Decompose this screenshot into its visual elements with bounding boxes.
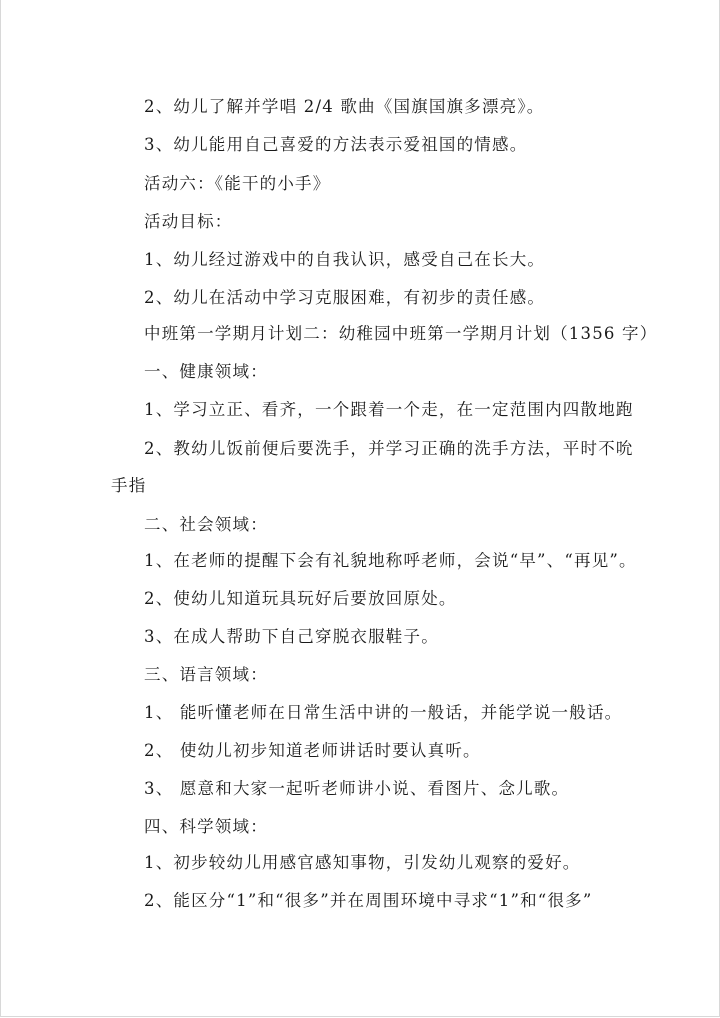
text-line: 中班第一学期月计划二：幼稚园中班第一学期月计划（1356 字） <box>144 324 658 343</box>
text-line-continuation: 手指 <box>111 476 147 495</box>
text-line: 1、幼儿经过游戏中的自我认识，感受自己在长大。 <box>144 250 546 269</box>
text-line: 2、幼儿了解并学唱 2/4 歌曲《国旗国旗多漂亮》。 <box>144 97 545 116</box>
text-line: 1、初步较幼儿用感官感知事物，引发幼儿观察的爱好。 <box>144 853 581 872</box>
section-heading: 三、语言领域： <box>144 665 268 684</box>
text-line: 2、使幼儿知道玩具玩好后要放回原处。 <box>144 589 457 608</box>
text-line: 2、 使幼儿初步知道老师讲话时要认真听。 <box>144 741 481 760</box>
section-heading: 二、社会领域： <box>144 515 268 534</box>
text-line: 活动六：《能干的小手》 <box>144 174 331 193</box>
text-line: 1、在老师的提醒下会有礼貌地称呼老师，会说“早”、“再见”。 <box>144 551 637 570</box>
text-line: 2、能区分“1”和“很多”并在周围环境中寻求“1”和“很多” <box>144 891 593 910</box>
section-heading: 四、科学领域： <box>144 817 268 836</box>
text-line: 活动目标： <box>144 212 233 231</box>
text-line: 3、在成人帮助下自己穿脱衣服鞋子。 <box>144 627 439 646</box>
text-line: 2、教幼儿饭前便后要洗手，并学习正确的洗手方法，平时不吮 <box>144 439 634 458</box>
section-heading: 一、健康领域： <box>144 362 268 381</box>
text-line: 1、 能听懂老师在日常生活中讲的一般话，并能学说一般话。 <box>144 703 623 722</box>
text-line: 2、幼儿在活动中学习克服困难，有初步的责任感。 <box>144 288 546 307</box>
text-line: 1、学习立正、看齐，一个跟着一个走，在一定范围内四散地跑 <box>144 400 634 419</box>
text-line: 3、幼儿能用自己喜爱的方法表示爱祖国的情感。 <box>144 135 528 154</box>
text-line: 3、 愿意和大家一起听老师讲小说、看图片、念儿歌。 <box>144 779 570 798</box>
